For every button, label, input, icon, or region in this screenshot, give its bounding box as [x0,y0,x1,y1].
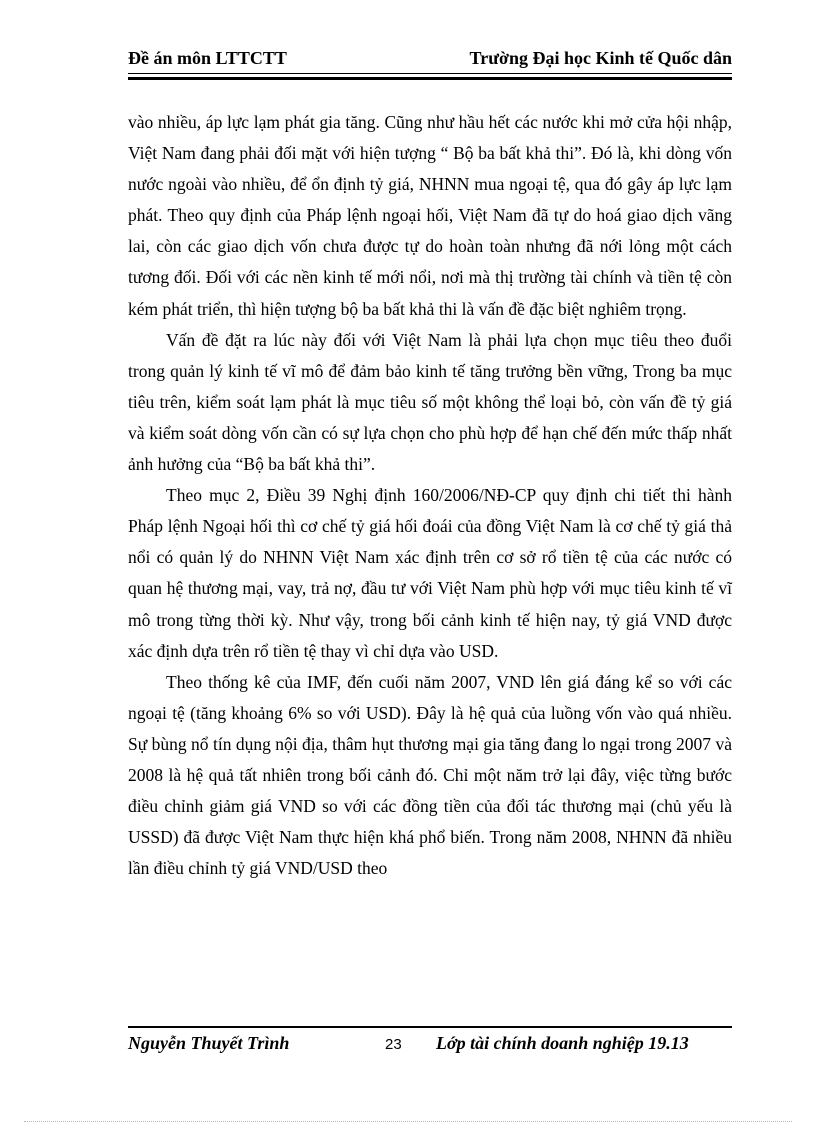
page-footer [128,1033,732,1059]
footer-class-name: Lớp tài chính doanh nghiệp 19.13 [436,1033,689,1053]
page-bottom-edge [24,1121,792,1122]
footer-divider [128,1026,732,1028]
document-body [128,107,732,884]
header-course-title: Đề án môn LTTCTT [128,48,287,68]
page-number: 23 [385,1036,402,1053]
paragraph: Theo thống kê của IMF, đến cuối năm 2007, VND lên giá đáng kể so với các ngoại tệ (tăng khoảng 6% so với USD). Đây là hệ quả của luồng vốn vào quá nhiều. Sự bùng nổ tín dụng nội địa, thâm hụt thương mại gia tăng đang lo ngại trong 2007 và 2008 là hệ quả tất nhiên trong bối cảnh đó. Chỉ một năm trở lại đây, việc từng bước điều chỉnh giảm giá VND so với các đồng tiền của đối tác thương mại (chủ yếu là USSD) đã được Việt Nam thực hiện khá phổ biến. Trong năm 2008, NHNN đã nhiều lần điều chỉnh tỷ giá VND/USD theo [128,671,732,879]
paragraph: Theo mục 2, Điều 39 Nghị định 160/2006/NĐ-CP quy định chi tiết thi hành Pháp lệnh Ngoại hối thì cơ chế tỷ giá hối đoái của đồng Việt Nam là cơ chế tỷ giá thả nổi có quản lý do NHNN Việt Nam xác định trên cơ sở rổ tiền tệ của các nước có quan hệ thương mại, vay, trả nợ, đầu tư với Việt Nam phù hợp với mục tiêu kinh tế vĩ mô trong từng thời kỳ. Như vậy, trong bối cảnh kinh tế hiện nay, tỷ giá VND được xác định dựa trên rổ tiền tệ thay vì chỉ dựa vào USD. [128,485,732,661]
header-divider [128,77,732,80]
paragraph: Vấn đề đặt ra lúc này đối với Việt Nam là phải lựa chọn mục tiêu theo đuổi trong quản lý kinh tế vĩ mô để đảm bảo kinh tế tăng trưởng bền vững, Trong ba mục tiêu trên, kiểm soát lạm phát là mục tiêu số một không thể loại bỏ, còn vấn đề tỷ giá và kiểm soát dòng vốn cần có sự lựa chọn cho phù hợp để hạn chế đến mức thấp nhất ảnh hưởng của “Bộ ba bất khả thi”. [128,329,732,475]
paragraph-continuation: vào nhiều, áp lực lạm phát gia tăng. Cũng như hầu hết các nước khi mở cửa hội nhập, Việt Nam đang phải đối mặt với hiện tượng “ Bộ ba bất khả thi”. Đó là, khi dòng vốn nước ngoài vào nhiều, để ổn định tỷ giá, NHNN mua ngoại tệ, qua đó gây áp lực lạm phát. Theo quy định của Pháp lệnh ngoại hối, Việt Nam đã tự do hoá giao dịch vãng lai, còn các giao dịch vốn chưa được tự do hoàn toàn nhưng đã nới lỏng một cách tương đối. Đối với các nền kinh tế mới nổi, nơi mà thị trường tài chính và tiền tệ còn kém phát triển, thì hiện tượng bộ ba bất khả thi là vấn đề đặc biệt nghiêm trọng. [128,112,732,319]
header-university: Trường Đại học Kinh tế Quốc dân [469,48,732,68]
footer-author: Nguyễn Thuyết Trình [128,1033,290,1053]
page-header [128,48,732,74]
